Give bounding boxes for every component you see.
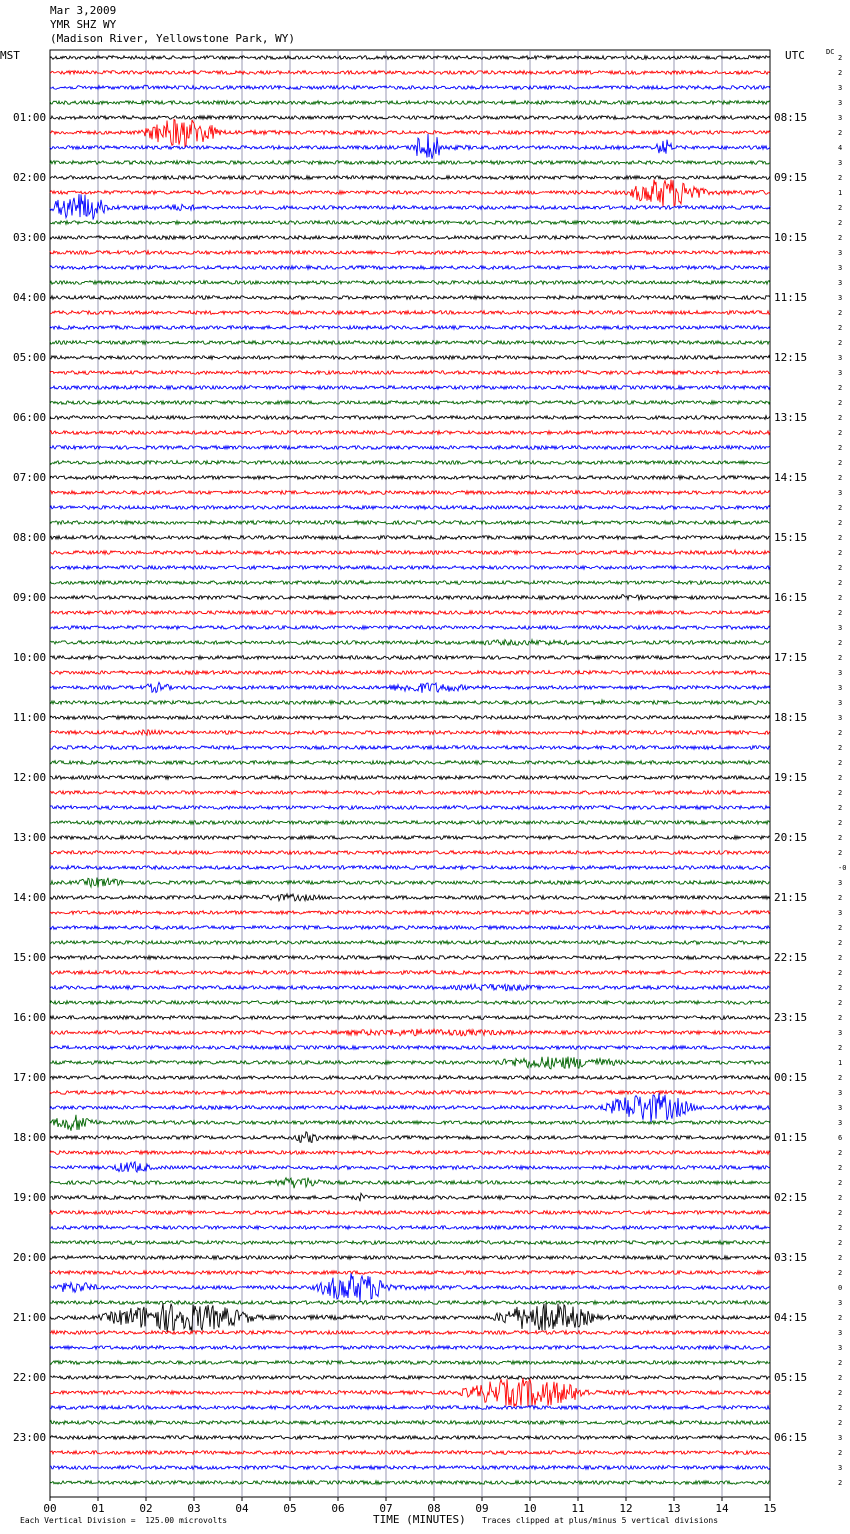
trace-77 <box>50 1211 770 1215</box>
x-tick-label: 15 <box>763 1502 777 1515</box>
right-hour-label: 02:15 <box>774 1190 808 1204</box>
clip-note: Traces clipped at plus/minus 5 vertical divisions <box>482 1516 719 1525</box>
dc-offset-value: 2 <box>838 1358 843 1367</box>
dc-offset-value: 1 <box>838 188 843 197</box>
trace-71 <box>50 1115 770 1131</box>
left-hour-label: 20:00 <box>13 1250 47 1264</box>
left-hour-label: 01:00 <box>13 110 47 124</box>
trace-19 <box>50 341 770 345</box>
dc-offset-value: 3 <box>838 248 843 257</box>
dc-offset-value: 3 <box>838 353 843 362</box>
left-hour-label: 09:00 <box>13 590 47 604</box>
trace-39 <box>50 640 770 646</box>
trace-64 <box>50 1016 770 1020</box>
right-hour-label: 19:15 <box>774 770 808 784</box>
dc-offset-value: 2 <box>838 833 843 842</box>
dc-offset-value: 2 <box>838 1388 843 1397</box>
dc-offset-value: 2 <box>838 953 843 962</box>
dc-offset-value: 2 <box>838 128 843 137</box>
trace-8 <box>50 176 770 180</box>
trace-24 <box>50 416 770 420</box>
trace-93 <box>50 1451 770 1455</box>
dc-offset-value: 2 <box>838 53 843 62</box>
trace-72 <box>50 1132 770 1143</box>
trace-70 <box>50 1093 770 1122</box>
trace-0 <box>50 56 770 60</box>
trace-62 <box>50 984 770 991</box>
dc-offset-value: 1 <box>838 1058 843 1067</box>
dc-offset-value: 3 <box>838 488 843 497</box>
right-hour-label: 16:15 <box>774 590 808 604</box>
dc-offset-value: 2 <box>838 1403 843 1412</box>
dc-offset-value: 3 <box>838 98 843 107</box>
trace-3 <box>50 101 770 105</box>
trace-94 <box>50 1466 770 1470</box>
trace-14 <box>50 266 770 270</box>
trace-12 <box>50 236 770 240</box>
dc-offset-value: 2 <box>838 1043 843 1052</box>
trace-68 <box>50 1076 770 1080</box>
right-hour-label: 04:15 <box>774 1310 808 1324</box>
dc-offset-value: 2 <box>838 1313 843 1322</box>
dc-offset-value: 3 <box>838 713 843 722</box>
dc-offset-value: 2 <box>838 518 843 527</box>
dc-offset-value: 2 <box>838 68 843 77</box>
right-hour-label: 14:15 <box>774 470 808 484</box>
trace-35 <box>50 581 770 585</box>
left-hour-label: 19:00 <box>13 1190 47 1204</box>
dc-offset-value: 6 <box>838 1133 843 1142</box>
trace-55 <box>50 878 770 888</box>
dc-offset-value: 2 <box>838 473 843 482</box>
dc-offset-value: 3 <box>838 698 843 707</box>
trace-11 <box>50 221 770 225</box>
dc-offset-value: 2 <box>838 728 843 737</box>
chart-date: Mar 3,2009 <box>50 4 117 17</box>
trace-89 <box>50 1378 770 1407</box>
dc-offset-value: 2 <box>838 1373 843 1382</box>
dc-offset-value: 2 <box>838 923 843 932</box>
x-tick-label: 14 <box>715 1502 729 1515</box>
dc-offset-value: 2 <box>838 1073 843 1082</box>
x-tick-label: 02 <box>139 1502 153 1515</box>
dc-offset-value: 2 <box>838 218 843 227</box>
left-hour-label: 17:00 <box>13 1070 47 1084</box>
trace-42 <box>50 682 770 693</box>
trace-65 <box>50 1029 770 1036</box>
dc-offset-value: 2 <box>838 323 843 332</box>
dc-offset-value: 2 <box>838 773 843 782</box>
x-tick-label: 09 <box>475 1502 489 1515</box>
right-hour-label: 09:15 <box>774 170 808 184</box>
x-tick-label: 05 <box>283 1502 297 1515</box>
trace-86 <box>50 1346 770 1350</box>
right-zone-label: UTC <box>785 49 805 62</box>
x-tick-label: 11 <box>571 1502 585 1515</box>
trace-87 <box>50 1361 770 1365</box>
chart-station: YMR SHZ WY <box>50 18 117 31</box>
dc-offset-value: 2 <box>838 1013 843 1022</box>
trace-83 <box>50 1301 770 1305</box>
left-hour-label: 06:00 <box>13 410 47 424</box>
dc-offset-value: 2 <box>838 563 843 572</box>
left-hour-label: 07:00 <box>13 470 47 484</box>
dc-offset-value: 2 <box>838 443 843 452</box>
x-tick-label: 06 <box>331 1502 345 1515</box>
x-axis-title: TIME (MINUTES) <box>373 1513 466 1526</box>
right-hour-label: 20:15 <box>774 830 808 844</box>
trace-63 <box>50 1001 770 1005</box>
trace-27 <box>50 461 770 465</box>
dc-offset-value: 2 <box>838 1163 843 1172</box>
trace-50 <box>50 806 770 810</box>
dc-offset-value: 2 <box>838 458 843 467</box>
trace-58 <box>50 926 770 930</box>
trace-46 <box>50 746 770 750</box>
dc-offset-value: 2 <box>838 998 843 1007</box>
right-hour-label: 21:15 <box>774 890 808 904</box>
trace-82 <box>50 1273 770 1301</box>
trace-30 <box>50 506 770 510</box>
dc-offset-value: 3 <box>838 1328 843 1337</box>
left-hour-label: 12:00 <box>13 770 47 784</box>
trace-57 <box>50 911 770 915</box>
trace-43 <box>50 700 770 704</box>
dc-offset-value: 2 <box>838 578 843 587</box>
trace-49 <box>50 791 770 795</box>
trace-41 <box>50 671 770 675</box>
dc-offset-value: 2 <box>838 1148 843 1157</box>
dc-offset-value: 2 <box>838 1223 843 1232</box>
trace-2 <box>50 85 770 89</box>
trace-79 <box>50 1241 770 1245</box>
dc-offset-value: -0 <box>838 863 847 872</box>
dc-offset-value: 2 <box>838 1178 843 1187</box>
trace-60 <box>50 956 770 960</box>
left-zone-label: MST <box>0 49 20 62</box>
trace-22 <box>50 386 770 390</box>
dc-offset-value: 2 <box>838 1478 843 1487</box>
dc-offset-value: 2 <box>838 983 843 992</box>
dc-offset-value: 2 <box>838 1238 843 1247</box>
dc-offset-value: 4 <box>838 143 843 152</box>
trace-91 <box>50 1421 770 1425</box>
dc-offset-value: 2 <box>838 503 843 512</box>
dc-offset-value: 2 <box>838 413 843 422</box>
left-hour-label: 08:00 <box>13 530 47 544</box>
trace-47 <box>50 761 770 765</box>
right-hour-label: 03:15 <box>774 1250 808 1264</box>
dc-offset-value: 0 <box>838 1283 843 1292</box>
left-hour-label: 05:00 <box>13 350 47 364</box>
x-tick-label: 10 <box>523 1502 537 1515</box>
right-hour-label: 10:15 <box>774 230 808 244</box>
left-hour-label: 18:00 <box>13 1130 47 1144</box>
dc-offset-value: 2 <box>838 608 843 617</box>
dc-offset-value: 3 <box>838 623 843 632</box>
left-hour-label: 16:00 <box>13 1010 47 1024</box>
trace-20 <box>50 356 770 360</box>
trace-18 <box>50 326 770 330</box>
trace-7 <box>50 161 770 165</box>
x-tick-label: 01 <box>91 1502 105 1515</box>
left-hour-label: 04:00 <box>13 290 47 304</box>
trace-51 <box>50 821 770 825</box>
trace-67 <box>50 1057 770 1069</box>
trace-84 <box>50 1303 770 1332</box>
dc-label: DC <box>826 48 835 56</box>
right-hour-label: 00:15 <box>774 1070 808 1084</box>
chart-location: (Madison River, Yellowstone Park, WY) <box>50 32 296 45</box>
dc-offset-value: 3 <box>838 878 843 887</box>
trace-73 <box>50 1151 770 1155</box>
dc-offset-value: 3 <box>838 158 843 167</box>
right-hour-label: 05:15 <box>774 1370 808 1384</box>
dc-offset-value: 2 <box>838 308 843 317</box>
dc-offset-value: 2 <box>838 938 843 947</box>
left-hour-label: 14:00 <box>13 890 47 904</box>
trace-54 <box>50 866 770 870</box>
dc-offset-value: 3 <box>838 293 843 302</box>
trace-28 <box>50 476 770 480</box>
trace-15 <box>50 281 770 285</box>
dc-offset-value: 2 <box>838 803 843 812</box>
scale-note: Each Vertical Division = 125.00 microvolts <box>20 1516 228 1525</box>
trace-74 <box>50 1162 770 1172</box>
trace-75 <box>50 1178 770 1189</box>
dc-offset-value: 3 <box>838 908 843 917</box>
trace-88 <box>50 1376 770 1380</box>
dc-offset-value: 2 <box>838 743 843 752</box>
dc-offset-value: 2 <box>838 818 843 827</box>
dc-offset-value: 2 <box>838 1208 843 1217</box>
dc-offset-value: 2 <box>838 383 843 392</box>
dc-offset-value: 2 <box>838 893 843 902</box>
dc-offset-value: 2 <box>838 593 843 602</box>
left-hour-label: 23:00 <box>13 1430 47 1444</box>
dc-offset-value: 3 <box>838 1028 843 1037</box>
trace-48 <box>50 776 770 780</box>
right-hour-label: 17:15 <box>774 650 808 664</box>
dc-offset-value: 2 <box>838 1448 843 1457</box>
left-hour-label: 02:00 <box>13 170 47 184</box>
dc-offset-value: 2 <box>838 1268 843 1277</box>
trace-52 <box>50 836 770 840</box>
trace-76 <box>50 1193 770 1201</box>
trace-17 <box>50 311 770 315</box>
dc-offset-value: 2 <box>838 1418 843 1427</box>
x-tick-label: 04 <box>235 1502 249 1515</box>
x-tick-label: 08 <box>427 1502 441 1515</box>
trace-33 <box>50 550 770 554</box>
trace-36 <box>50 595 770 600</box>
trace-44 <box>50 716 770 720</box>
trace-95 <box>50 1481 770 1485</box>
trace-21 <box>50 371 770 375</box>
right-hour-label: 12:15 <box>774 350 808 364</box>
dc-offset-value: 3 <box>838 83 843 92</box>
right-hour-label: 06:15 <box>774 1430 808 1444</box>
dc-offset-value: 2 <box>838 173 843 182</box>
trace-37 <box>50 611 770 615</box>
dc-offset-value: 2 <box>838 1193 843 1202</box>
right-hour-label: 23:15 <box>774 1010 808 1024</box>
trace-4 <box>50 116 770 120</box>
trace-29 <box>50 491 770 495</box>
trace-90 <box>50 1406 770 1410</box>
trace-59 <box>50 941 770 945</box>
dc-offset-value: 3 <box>838 668 843 677</box>
dc-offset-value: 3 <box>838 683 843 692</box>
right-hour-label: 15:15 <box>774 530 808 544</box>
trace-38 <box>50 626 770 630</box>
dc-offset-value: 2 <box>838 428 843 437</box>
trace-1 <box>50 71 770 75</box>
dc-offset-value: 3 <box>838 1343 843 1352</box>
trace-9 <box>50 180 770 207</box>
dc-offset-value: 3 <box>838 1463 843 1472</box>
dc-offset-value: 3 <box>838 1103 843 1112</box>
x-tick-label: 00 <box>43 1502 57 1515</box>
trace-31 <box>50 521 770 525</box>
right-hour-label: 01:15 <box>774 1130 808 1144</box>
dc-offset-value: 2 <box>838 533 843 542</box>
x-tick-label: 13 <box>667 1502 681 1515</box>
trace-5 <box>50 119 770 146</box>
x-tick-label: 07 <box>379 1502 393 1515</box>
dc-offset-value: 3 <box>838 368 843 377</box>
left-hour-label: 10:00 <box>13 650 47 664</box>
dc-offset-value: 2 <box>838 653 843 662</box>
right-hour-label: 22:15 <box>774 950 808 964</box>
x-tick-label: 12 <box>619 1502 633 1515</box>
dc-offset-value: 3 <box>838 1088 843 1097</box>
dc-offset-value: 2 <box>838 638 843 647</box>
dc-offset-value: 2 <box>838 968 843 977</box>
left-hour-label: 22:00 <box>13 1370 47 1384</box>
dc-offset-value: 3 <box>838 1298 843 1307</box>
left-hour-label: 15:00 <box>13 950 47 964</box>
left-hour-label: 21:00 <box>13 1310 47 1324</box>
dc-offset-value: 2 <box>838 848 843 857</box>
trace-26 <box>50 446 770 450</box>
trace-16 <box>50 296 770 300</box>
trace-80 <box>50 1256 770 1260</box>
dc-offset-value: 3 <box>838 263 843 272</box>
dc-offset-value: 3 <box>838 1118 843 1127</box>
trace-69 <box>50 1091 770 1095</box>
trace-66 <box>50 1046 770 1050</box>
trace-81 <box>50 1271 770 1275</box>
trace-40 <box>50 656 770 660</box>
trace-56 <box>50 894 770 901</box>
dc-offset-value: 2 <box>838 758 843 767</box>
dc-offset-value: 2 <box>838 398 843 407</box>
trace-92 <box>50 1436 770 1440</box>
dc-offset-value: 2 <box>838 233 843 242</box>
dc-offset-value: 3 <box>838 278 843 287</box>
dc-offset-value: 3 <box>838 1433 843 1442</box>
trace-61 <box>50 971 770 975</box>
dc-offset-value: 2 <box>838 788 843 797</box>
dc-offset-value: 2 <box>838 338 843 347</box>
dc-offset-value: 3 <box>838 113 843 122</box>
trace-32 <box>50 536 770 540</box>
right-hour-label: 11:15 <box>774 290 808 304</box>
dc-offset-value: 2 <box>838 1253 843 1262</box>
right-hour-label: 13:15 <box>774 410 808 424</box>
dc-offset-value: 2 <box>838 203 843 212</box>
trace-53 <box>50 851 770 855</box>
trace-23 <box>50 401 770 405</box>
left-hour-label: 13:00 <box>13 830 47 844</box>
right-hour-label: 18:15 <box>774 710 808 724</box>
trace-45 <box>50 730 770 735</box>
trace-34 <box>50 566 770 570</box>
dc-offset-value: 2 <box>838 548 843 557</box>
right-hour-label: 08:15 <box>774 110 808 124</box>
left-hour-label: 03:00 <box>13 230 47 244</box>
trace-78 <box>50 1226 770 1230</box>
trace-13 <box>50 251 770 255</box>
trace-25 <box>50 431 770 435</box>
trace-85 <box>50 1331 770 1335</box>
left-hour-label: 11:00 <box>13 710 47 724</box>
x-tick-label: 03 <box>187 1502 201 1515</box>
